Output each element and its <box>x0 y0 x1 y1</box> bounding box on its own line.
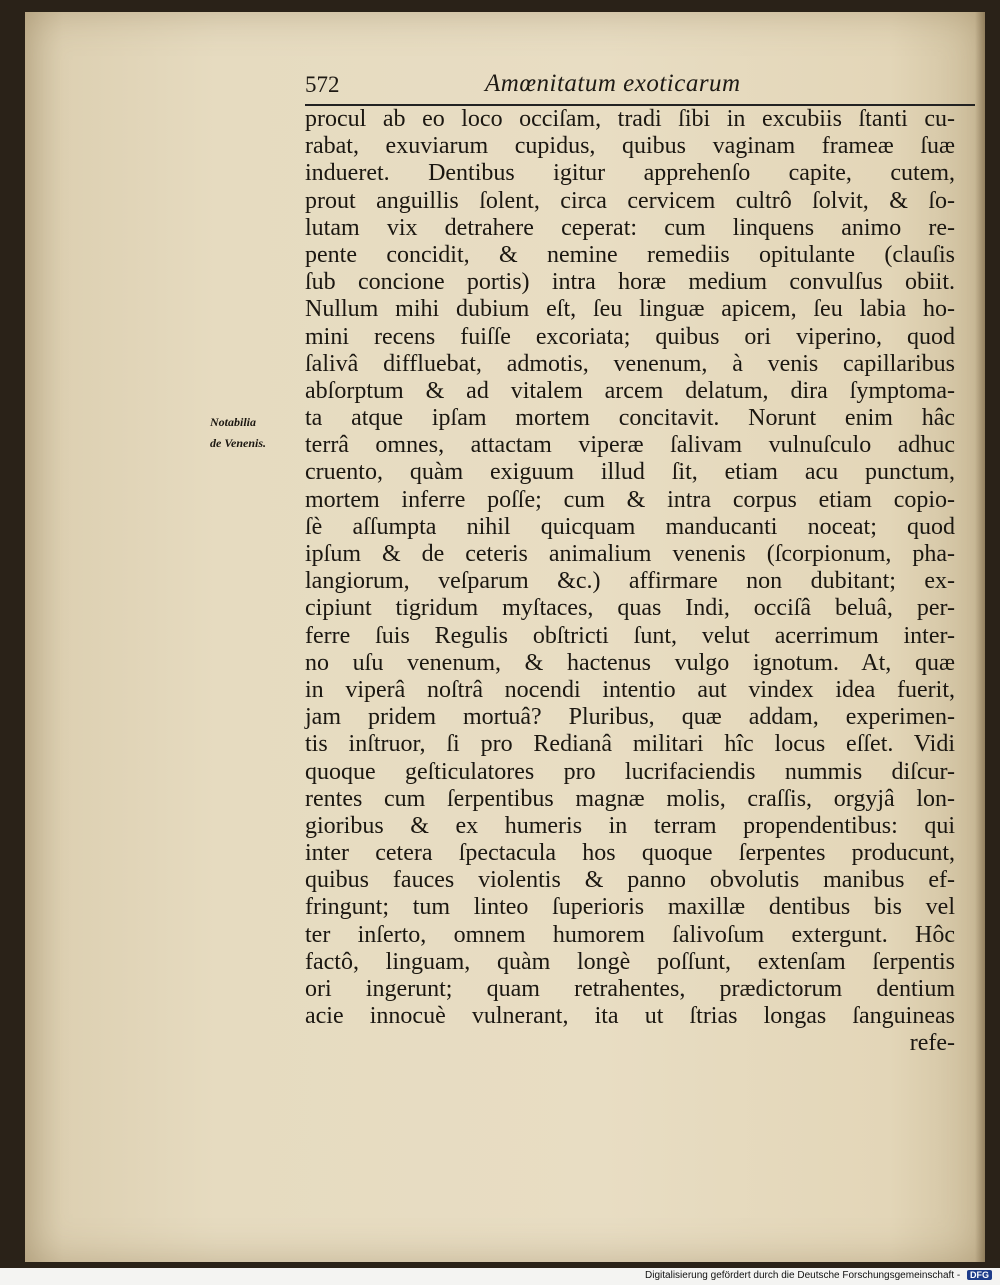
text-line: rentes cum ſerpentibus magnæ molis, craſſis, orgyjâ lon- <box>305 785 955 812</box>
catchword: refe- <box>909 1030 955 1057</box>
text-line: tis inſtruor, ſi pro Redianâ militari hîc locus eſſet. Vidi <box>305 731 955 758</box>
dfg-logo: DFG <box>967 1270 992 1280</box>
text-line: factô, linguam, quàm longè poſſunt, extenſam ſerpentis <box>305 948 955 975</box>
text-line: procul ab eo loco occiſam, tradi ſibi in excubiis ſtanti cu- <box>305 106 955 132</box>
body-text <box>305 106 955 1058</box>
text-line: prout anguillis ſolent, circa cervicem cultrô ſolvit, & ſo- <box>305 187 955 214</box>
margin-note <box>210 412 302 454</box>
page-number: 572 <box>305 72 340 97</box>
text-line: inter cetera ſpectacula hos quoque ſerpentes producunt, <box>305 840 955 867</box>
page-header <box>305 70 975 106</box>
text-line: ſub concione portis) intra horæ medium convulſus obiit. <box>305 269 955 296</box>
text-line: jam pridem mortuâ? Pluribus, quæ addam, experimen- <box>305 704 955 731</box>
text-line: quoque geſticulatores pro lucrifaciendis nummis diſcur- <box>305 758 955 785</box>
text-line: lutam vix detrahere ceperat: cum linquens animo re- <box>305 214 955 241</box>
text-line: mortem inferre poſſe; cum & intra corpus etiam copio- <box>305 486 955 513</box>
text-line: ſalivâ diffluebat, admotis, venenum, à venis capillaribus <box>305 350 955 377</box>
margin-note-line: de Venenis. <box>210 436 267 450</box>
text-line: ter inſerto, omnem humorem ſalivoſum extergunt. Hôc <box>305 921 955 948</box>
text-line: ipſum & de ceteris animalium venenis (ſcorpionum, pha- <box>305 541 955 567</box>
text-line: acie innocuè vulnerant, ita ut ſtrias longas ſanguineas <box>305 1003 955 1030</box>
credit-text: Digitalisierung gefördert durch die Deutsche Forschungsgemeinschaft - <box>645 1270 961 1281</box>
text-line: langiorum, veſparum &c.) affirmare non dubitant; ex- <box>305 568 955 595</box>
text-line: ta atque ipſam mortem concitavit. Norunt enim hâc <box>305 405 955 432</box>
text-line: rabat, exuviarum cupidus, quibus vaginam frameæ ſuæ <box>305 133 955 160</box>
text-line: indueret. Dentibus igitur apprehenſo capite, cutem, <box>305 160 955 187</box>
text-line: in viperâ noſtrâ nocendi intentio aut vindex idea fuerit, <box>305 676 955 703</box>
running-title: Amœnitatum exoticarum <box>485 70 741 97</box>
page-edge-shadow <box>975 12 985 1262</box>
text-line: Nullum mihi dubium eſt, ſeu linguæ apicem, ſeu labia ho- <box>305 296 955 323</box>
text-line: gioribus & ex humeris in terram propendentibus: qui <box>305 812 955 839</box>
text-line: no uſu venenum, & hactenus vulgo ignotum. At, quæ <box>305 649 955 676</box>
text-line: pente concidit, & nemine remediis opitulante (clauſis <box>305 241 955 268</box>
text-line: abſorptum & ad vitalem arcem delatum, dira ſymptoma- <box>305 377 955 404</box>
text-line: ori ingerunt; quam retrahentes, prædictorum dentium <box>305 976 955 1002</box>
text-line: cipiunt tigridum myſtaces, quas Indi, occiſâ beluâ, per- <box>305 595 955 622</box>
digitization-credit <box>645 1270 992 1281</box>
text-line: cruento, quàm exiguum illud ſit, etiam acu punctum, <box>305 459 955 486</box>
text-line: mini recens fuiſſe excoriata; quibus ori viperino, quod <box>305 323 955 350</box>
text-line: ſè aſſumpta nihil quicquam manducanti noceat; quod <box>305 513 955 540</box>
text-line: quibus fauces violentis & panno obvolutis manibus ef- <box>305 867 955 894</box>
text-line: fringunt; tum linteo ſuperioris maxillæ dentibus bis vel <box>305 894 955 921</box>
text-line: terrâ omnes, attactam viperæ ſalivam vulnuſculo adhuc <box>305 432 955 459</box>
text-line: ferre ſuis Regulis obſtricti ſunt, velut acerrimum inter- <box>305 622 955 649</box>
margin-note-line: Notabilia <box>210 415 257 429</box>
